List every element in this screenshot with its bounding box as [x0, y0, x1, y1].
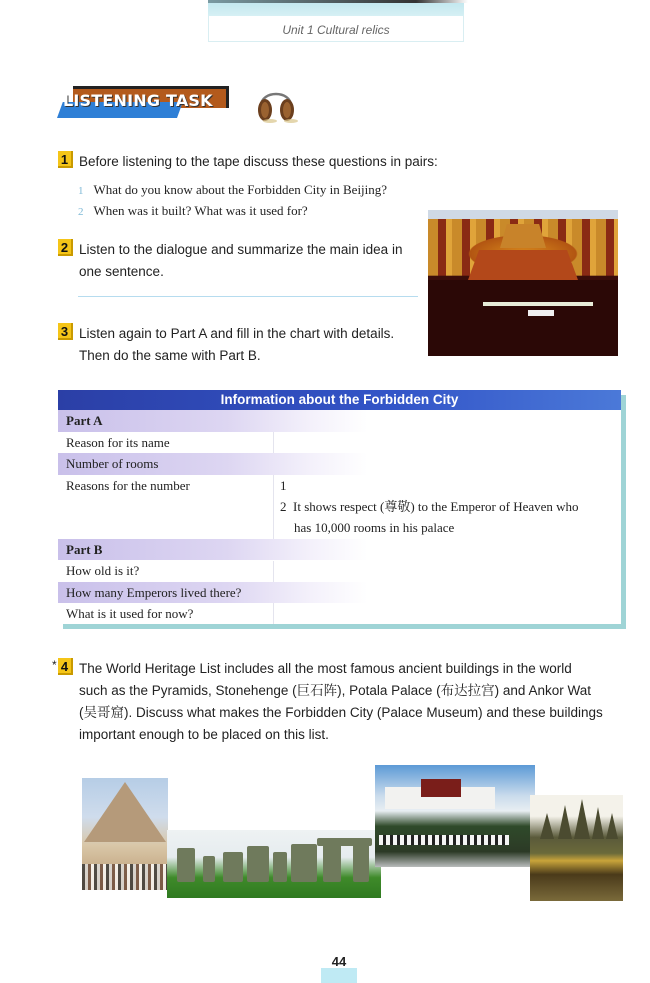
task-number-badge: 4	[58, 658, 73, 675]
task-4: 4 The World Heritage List includes all the most famous ancient buildings in the world such as the Pyramids, Stonehenge (巨石阵), Potala Palace (布达拉宫) and Ankor Wat (吴哥窟). Discuss what makes the Forbidden City (Palace Museum) and these buildings important enough to be placed on this list.	[58, 658, 603, 746]
sub-question-1: 1 What do you know about the Forbidden City in Beijing?	[78, 182, 388, 197]
task-number-badge: 1	[58, 151, 73, 168]
task-1	[58, 151, 438, 173]
table-row[interactable]: Number of rooms	[58, 453, 621, 475]
task-number-badge: 2	[58, 239, 73, 256]
task-3: 3 Listen again to Part A and fill in the chart with details. Then do the same with Part B.	[58, 323, 394, 367]
answer-line[interactable]	[78, 296, 418, 297]
part-b-header: Part B	[58, 539, 621, 561]
table-row[interactable]: Reasons for the number 1 2 It shows respect (尊敬) to the Emperor of Heaven who has 10,000 rooms in his palace	[66, 477, 579, 535]
angkor-wat-photo	[530, 795, 623, 901]
table-row[interactable]: What is it used for now?	[66, 606, 194, 621]
section-title: LISTENING TASK	[63, 91, 213, 110]
table-row[interactable]: How old is it?	[66, 563, 140, 578]
forbidden-city-chart	[58, 390, 621, 624]
headphones-icon	[253, 84, 299, 124]
page-number: 44	[321, 953, 357, 983]
optional-star: *	[52, 658, 57, 672]
table-row[interactable]: Reason for its name	[66, 434, 170, 450]
task-number-badge: 3	[58, 323, 73, 340]
task-1-text: Before listening to the tape discuss these questions in pairs:	[79, 154, 438, 169]
chart-title: Information about the Forbidden City	[58, 390, 621, 410]
stonehenge-photo	[167, 830, 381, 898]
header-decoration	[208, 0, 464, 16]
pyramids-photo	[82, 778, 168, 890]
table-row[interactable]: How many Emperors lived there?	[58, 582, 621, 604]
task-2: 2 Listen to the dialogue and summarize the main idea in one sentence.	[58, 239, 402, 283]
unit-header	[208, 16, 464, 42]
forbidden-city-photo	[428, 210, 618, 356]
listening-task-banner	[57, 86, 229, 118]
part-a-header: Part A	[58, 410, 621, 432]
potala-palace-photo	[375, 765, 535, 867]
unit-title: Unit 1 Cultural relics	[282, 23, 390, 37]
sub-question-2: 2 When was it built? What was it used for?	[78, 203, 308, 218]
